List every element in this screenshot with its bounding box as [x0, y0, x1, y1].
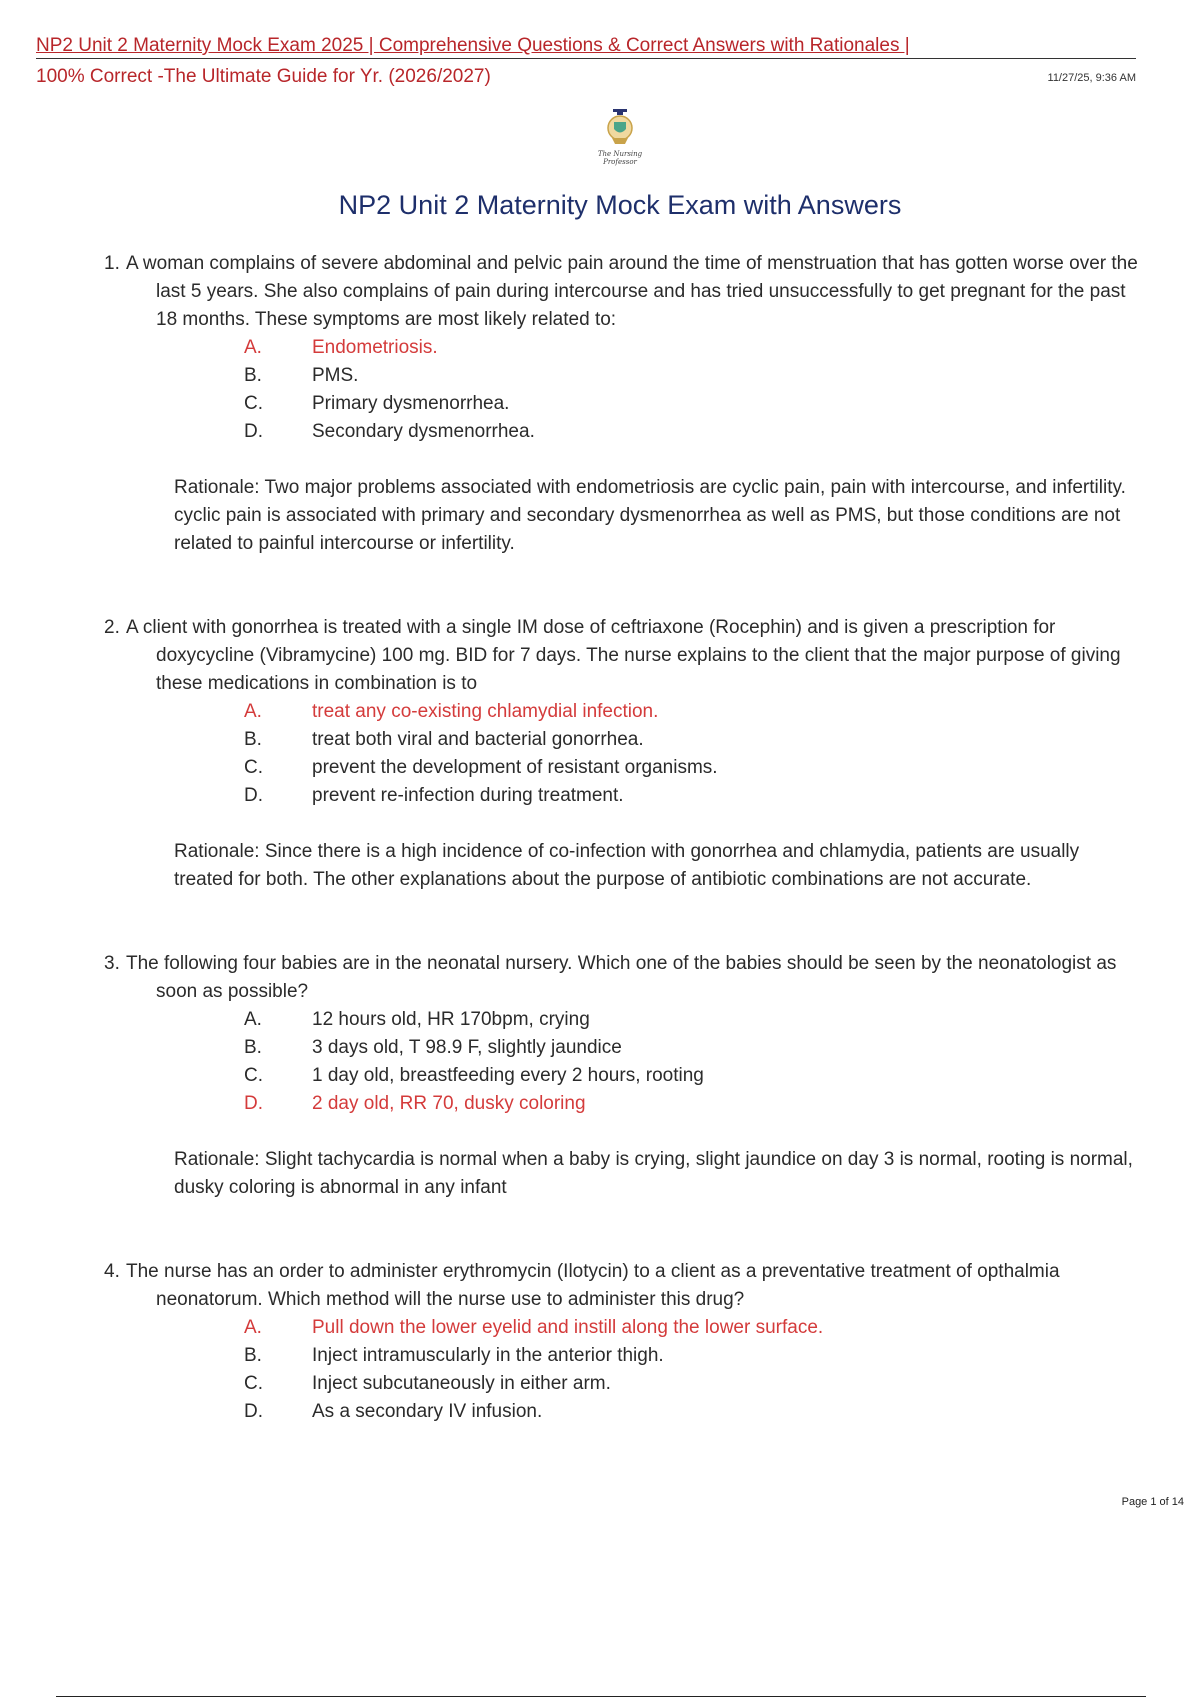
- answer-option-correct: [244, 698, 1144, 726]
- header-title-line2: 100% Correct -The Ultimate Guide for Yr. (2026/2027): [36, 66, 491, 87]
- option-text: 2 day old, RR 70, dusky coloring: [312, 1093, 586, 1114]
- answer-options: [244, 1006, 1144, 1118]
- option-letter: B.: [244, 1037, 262, 1058]
- answer-option: [244, 754, 1144, 782]
- question-text: A woman complains of severe abdominal and pelvic pain around the time of menstruation that has gotten worse over the last 5 years. She also complains of pain during intercourse and has tried unsuccessfully to get pregnant for the past 18 months. These symptoms are most likely related to:: [126, 253, 1138, 330]
- option-letter: B.: [244, 1345, 262, 1366]
- option-text: 12 hours old, HR 170bpm, crying: [312, 1009, 590, 1030]
- answer-option: [244, 418, 1144, 446]
- option-letter: D.: [244, 1093, 263, 1114]
- answer-option: [244, 362, 1144, 390]
- option-text: Inject subcutaneously in either arm.: [312, 1373, 611, 1394]
- header-title-line1: NP2 Unit 2 Maternity Mock Exam 2025 | Comprehensive Questions & Correct Answers with Rationales |: [36, 34, 1136, 59]
- rationale: Rationale: Since there is a high incidence of co-infection with gonorrhea and chlamydia, patients are usually treated for both. The other explanations about the purpose of antibiotic combinations are not accurate.: [174, 841, 1080, 890]
- option-letter: C.: [244, 1373, 263, 1394]
- question-text: The following four babies are in the neonatal nursery. Which one of the babies should be seen by the neonatologist as soon as possible?: [126, 953, 1117, 1002]
- option-text: 3 days old, T 98.9 F, slightly jaundice: [312, 1037, 622, 1058]
- question-spacer: [104, 558, 1144, 614]
- question-stem: [104, 250, 1144, 334]
- question-number: 3.: [104, 953, 120, 974]
- option-text: treat any co-existing chlamydial infection.: [312, 701, 659, 722]
- question-text: A client with gonorrhea is treated with a single IM dose of ceftriaxone (Rocephin) and is given a prescription for doxycycline (Vibramycine) 100 mg. BID for 7 days. The nurse explains to the client that the major purpose of giving these medications in combination is to: [126, 617, 1121, 694]
- option-text: Secondary dysmenorrhea.: [312, 421, 535, 442]
- option-letter: A.: [244, 337, 262, 358]
- question-number: 1.: [104, 253, 120, 274]
- nursing-professor-logo: [580, 108, 660, 166]
- option-text: PMS.: [312, 365, 359, 386]
- answer-options: [244, 334, 1144, 446]
- logo-caption: The Nursing Professor: [597, 150, 643, 166]
- print-timestamp: 11/27/25, 9:36 AM: [1047, 72, 1136, 84]
- page-title: NP2 Unit 2 Maternity Mock Exam with Answers: [338, 190, 902, 220]
- option-text: prevent the development of resistant organisms.: [312, 757, 718, 778]
- answer-option: [244, 1398, 1144, 1426]
- answer-options: [244, 1314, 1144, 1426]
- page-number: Page 1 of 14: [1121, 1496, 1184, 1508]
- answer-option-correct: [244, 1314, 1144, 1342]
- question-4: [104, 1258, 1144, 1426]
- answer-option: [244, 1034, 1144, 1062]
- answer-option: [244, 1370, 1144, 1398]
- question-spacer: [104, 1202, 1144, 1258]
- footer-divider: [56, 1696, 1146, 1697]
- option-text: 1 day old, breastfeeding every 2 hours, rooting: [312, 1065, 704, 1086]
- option-text: Primary dysmenorrhea.: [312, 393, 510, 414]
- question-text: The nurse has an order to administer erythromycin (Ilotycin) to a client as a preventative treatment of opthalmia neonatorum. Which method will the nurse use to administer this drug?: [126, 1261, 1060, 1310]
- option-letter: D.: [244, 421, 263, 442]
- option-letter: D.: [244, 1401, 263, 1422]
- question-number: 4.: [104, 1261, 120, 1282]
- option-text: treat both viral and bacterial gonorrhea.: [312, 729, 644, 750]
- option-letter: A.: [244, 1317, 262, 1338]
- rationale: Rationale: Two major problems associated with endometriosis are cyclic pain, pain with intercourse, and infertility. cyclic pain is associated with primary and secondary dysmenorrhea as well as PMS, but those conditions are not related to painful intercourse or infertility.: [174, 477, 1126, 554]
- option-text: As a secondary IV infusion.: [312, 1401, 543, 1422]
- answer-option: [244, 1006, 1144, 1034]
- question-stem: [104, 1258, 1144, 1314]
- option-letter: B.: [244, 729, 262, 750]
- question-list: [104, 250, 1144, 1426]
- answer-option: [244, 1062, 1144, 1090]
- option-text: Endometriosis.: [312, 337, 438, 358]
- option-letter: A.: [244, 1009, 262, 1030]
- option-letter: C.: [244, 1065, 263, 1086]
- option-letter: A.: [244, 701, 262, 722]
- answer-option: [244, 782, 1144, 810]
- question-stem: [104, 614, 1144, 698]
- question-stem: [104, 950, 1144, 1006]
- document-header: [36, 34, 1136, 91]
- answer-option: [244, 1342, 1144, 1370]
- question-1: [104, 250, 1144, 614]
- option-text: prevent re-infection during treatment.: [312, 785, 624, 806]
- question-spacer: [104, 894, 1144, 950]
- option-letter: D.: [244, 785, 263, 806]
- answer-option-correct: [244, 1090, 1144, 1118]
- answer-option: [244, 390, 1144, 418]
- answer-options: [244, 698, 1144, 810]
- option-text: Pull down the lower eyelid and instill along the lower surface.: [312, 1317, 824, 1338]
- question-2: [104, 614, 1144, 950]
- mortarboard-shield-icon: [603, 108, 637, 148]
- option-letter: C.: [244, 393, 263, 414]
- option-letter: C.: [244, 757, 263, 778]
- answer-option: [244, 726, 1144, 754]
- option-letter: B.: [244, 365, 262, 386]
- question-number: 2.: [104, 617, 120, 638]
- rationale: Rationale: Slight tachycardia is normal when a baby is crying, slight jaundice on day 3 is normal, rooting is normal, dusky coloring is abnormal in any infant: [174, 1149, 1133, 1198]
- answer-option-correct: [244, 334, 1144, 362]
- question-3: [104, 950, 1144, 1258]
- option-text: Inject intramuscularly in the anterior thigh.: [312, 1345, 664, 1366]
